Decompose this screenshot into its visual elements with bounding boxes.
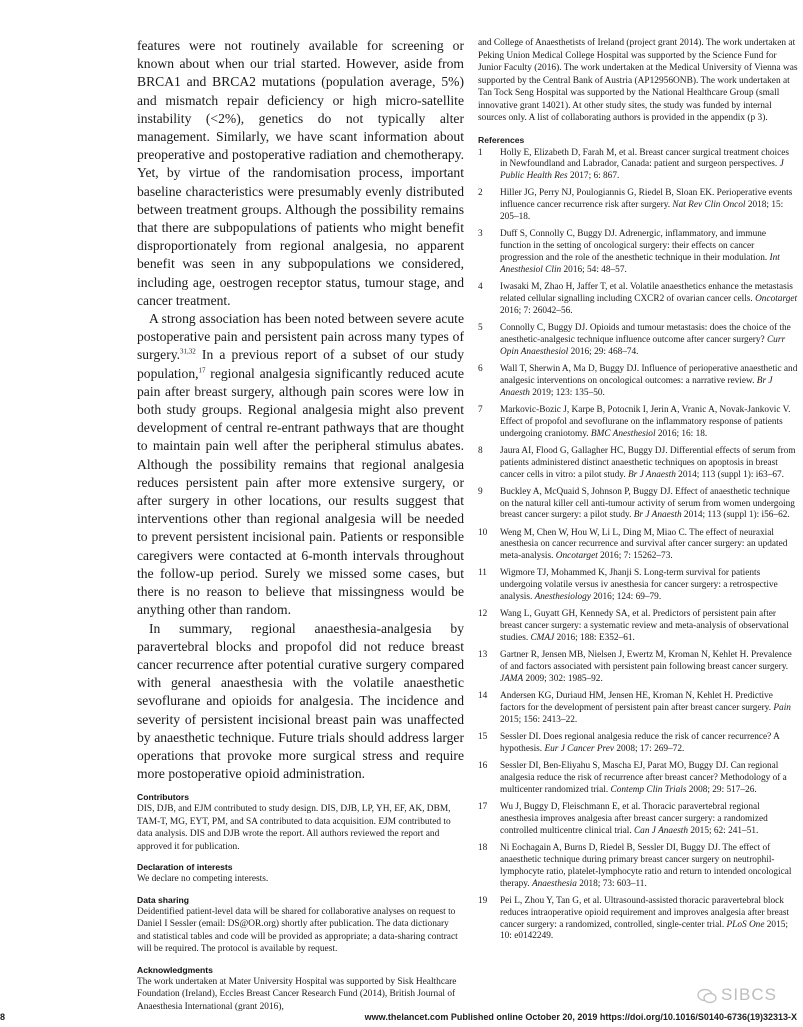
reference-citation: 2018; 73: 603–11. [576,878,647,889]
reference-item [478,528,798,564]
reference-body: Sessler DI. Does regional analgesia reduce the risk of cancer recurrence? A hypothesis. [500,732,780,754]
reference-item [478,650,798,686]
reference-journal: Oncotarget [555,551,598,562]
reference-citation: 2016; 29: 468–74. [568,346,639,357]
reference-item [478,148,798,184]
reference-journal: Curr Opin Anaesthesiol [500,334,786,357]
references-heading: References [478,134,525,145]
body-paragraph-2 [137,310,464,619]
right-column [478,37,798,949]
reference-number: 11 [478,568,487,579]
reference-citation: 2015; 62: 241–51. [688,825,759,836]
reference-citation: 2018; 15: 205–18. [500,200,784,223]
reference-body: Markovic-Bozic J, Karpe B, Potocnik I, Jerin A, Vranic A, Novak-Jankovic V. Effect of propofol and sevoflurane on the inflammatory response of patients undergoing craniotomy. [500,404,791,439]
reference-body: Connolly C, Buggy DJ. Opioids and tumour metastasis: does the choice of the anesthetic-analgesic technique influence outcome after cancer surgery? [500,323,791,345]
reference-number: 1 [478,147,483,158]
reference-citation: 2015; 156: 2413–22. [500,715,578,725]
reference-citation: 2008; 17: 269–72. [614,744,685,754]
reference-item [478,229,798,277]
reference-item [478,761,798,797]
reference-journal: JAMA [500,674,524,685]
reference-item [478,802,798,838]
reference-number: 13 [478,650,488,661]
body-paragraph-1: features were not routinely available for screening or known about when our trial started. However, aside from BRCA1 and BRCA2 mutations (population average, 5%) and mismatch repair deficiency or high micro-satellite instability (<2%), genetics do not typically alter management. Similarly, we have scant information about preoperative and postoperative radiation and chemotherapy. Yet, by virtue of the randomisation process, important baseline characteristics were presumably evenly distributed between treatment groups. Although the possibility remains that there are subpopulations of patients who might benefit disproportionately from regional analgesia, no apparent benefit was seen in any subpopulations we considered, including age, oestrogen receptor status, tumour stage, and cancer treatment. [137,38,464,308]
reference-journal: Eur J Cancer Prev [544,744,615,754]
reference-journal: CMAJ [530,633,555,644]
reference-body: Ni Eochagain A, Burns D, Riedel B, Sessler DI, Buggy DJ. The effect of anaesthetic technique during primary breast cancer surgery on neutrophil-lymphocyte ratio, platelet-lymphocyte ratio and return to intended oncological therapy. [500,842,792,889]
reference-citation: 2014; 113 (suppl 1): i63–67. [675,469,784,480]
reference-number: 8 [478,445,483,456]
reference-text [500,732,798,756]
reference-number: 5 [478,323,483,334]
watermark [697,985,777,1005]
reference-number: 3 [478,229,483,240]
reference-number: 12 [478,609,488,620]
reference-journal: Br J Anaesth [627,469,676,480]
reference-body: Buckley A, McQuaid S, Johnson P, Buggy DJ. Effect of anaesthetic technique on the natural killer cell anti-tumour activity of serum from women undergoing breast cancer surgery: a pilot study. [500,486,795,521]
reference-number: 4 [478,282,483,293]
reference-body: Wigmore TJ, Mohammed K, Jhanji S. Long-term survival for patients undergoing volatile versus iv anesthesia for cancer surgery: a retrospective analysis. [500,568,778,603]
reference-text [500,528,798,564]
reference-text [500,650,798,686]
reference-number: 18 [478,842,488,853]
reference-journal: Anesthesiology [534,592,591,603]
reference-journal: Br J Anaesth [500,375,773,398]
reference-text [500,691,798,727]
reference-item [478,446,798,482]
reference-body: Iwasaki M, Zhao H, Jaffer T, et al. Volatile anaesthetics enhance the metastasis related cellular signalling including CXCR2 of ovarian cancer cells. [500,282,793,305]
reference-number: 15 [478,732,488,743]
reference-body: Gartner R, Jensen MB, Nielsen J, Ewertz M, Kroman N, Kehlet H. Prevalence of and factors associated with persistent pain following breast cancer surgery. [500,650,792,673]
acknowledgments-continued: and College of Anaesthetists of Ireland (project grant 2014). The work undertaken at Peking Union Medical College Hospital was supported by the Science Fund for Junior Faculty (2016). The work undertaken at the Medical University of Vienna was supported by the Central Bank of Austria (AP12956ONB). The work undertaken at Tan Tock Seng Hospital was supported by the National Healthcare Group (small innovative grant 14021). At other study sites, the study was funded by internal sources only. A list of collaborating authors is provided in the appendix (p 3). [478,38,798,123]
reference-text [500,229,798,277]
reference-text [500,364,798,400]
reference-text [500,761,798,797]
reference-citation: 2016; 54: 48–57. [561,265,627,276]
reference-body: Holly E, Elizabeth D, Farah M, et al. Breast cancer surgical treatment choices in Newfoundland and Labrador, Canada: patient and surgeon perspectives. [500,147,789,170]
reference-journal: Int Anesthesiol Clin [500,253,780,276]
para2-text-b: In a previous report of a subset of our study population, [137,347,464,381]
reference-text [500,487,798,523]
reference-citation: 2017; 6: 867. [567,171,620,182]
reference-journal: Br J Anaesth [633,510,682,521]
reference-journal: Anaesthesia [531,878,577,889]
reference-item [478,568,798,604]
reference-journal: Oncotarget [755,294,798,305]
reference-citation: 2016; 7: 15262–73. [597,551,673,562]
reference-number: 9 [478,486,483,497]
reference-number: 14 [478,691,488,702]
reference-number: 19 [478,895,488,906]
reference-body: Wang L, Guyatt GH, Kennedy SA, et al. Predictors of persistent pain after breast cancer surgery: a systematic review and meta-analysis of observational studies. [500,609,789,644]
reference-number: 16 [478,761,488,772]
reference-number: 7 [478,404,483,415]
reference-citation: 2015; 10: e0142249. [500,919,788,942]
reference-citation: 2014; 113 (suppl 1): i56–62. [681,510,790,521]
reference-text [500,896,798,944]
reference-item [478,843,798,891]
reference-item [478,487,798,523]
reference-number: 6 [478,363,483,374]
reference-item [478,323,798,359]
acknowledgments-heading: Acknowledgments [137,964,213,975]
reference-journal: Nat Rev Clin Oncol [672,200,746,211]
reference-item [478,282,798,318]
reference-item [478,364,798,400]
reference-citation: 2016; 124: 69–79. [590,592,662,603]
reference-text [500,568,798,604]
reference-item [478,896,798,944]
reference-body: Sessler DI, Ben-Eliyahu S, Mascha EJ, Parat MO, Buggy DJ. Can regional analgesia reduce the risk of recurrence after breast cancer? Methodology of a multicenter randomized trial. [500,761,787,795]
reference-body: Wall T, Sherwin A, Ma D, Buggy DJ. Influence of perioperative anaesthetic and analgesic interventions on oncological outcomes: a narrative review. [500,363,798,386]
reference-journal: PLoS One [726,919,765,930]
page-number: 8 [0,1012,6,1022]
contributors-text: DIS, DJB, and EJM contributed to study design. DIS, DJB, LP, YH, EF, AK, DBM, TAM-T, MG, EYT, PM, and SA contributed to data acquisition. EJM contributed to data analysis. DIS and DJB wrote the report. All authors reviewed the report and approved it for publication. [137,804,451,852]
reference-body: Wu J, Buggy D, Fleischmann E, et al. Thoracic paravertebral regional anesthesia improves analgesia after breast cancer surgery: a randomized controlled multicentre clinical trial. [500,802,768,836]
contributors-heading: Contributors [137,792,190,803]
reference-item [478,691,798,727]
reference-body: Jaura AI, Flood G, Gallagher HC, Buggy DJ. Differential effects of serum from patients administered distinct anaesthetic techniques on apoptosis in breast cancer cells in vitro: a pilot study. [500,445,796,480]
reference-text [500,148,798,184]
reference-text [500,323,798,359]
reference-body: Hiller JG, Perry NJ, Poulogiannis G, Riedel B, Sloan EK. Perioperative events influence cancer recurrence risk after surgery. [500,188,793,211]
reference-item [478,405,798,441]
reference-item [478,609,798,645]
reference-body: Duff S, Connolly C, Buggy DJ. Adrenergic, inflammatory, and immune function in the setting of oncological surgery: their effects on cancer progression and the role of the anesthetic technique in their modulation. [500,229,768,264]
reference-number: 2 [478,188,483,199]
reference-text [500,188,798,224]
reference-journal: Contemp Clin Trials [610,784,687,795]
reference-citation: 2019; 123: 135–50. [529,387,605,398]
watermark-text: SIBCS [721,985,778,1004]
page-footer [0,1010,803,1027]
reference-text [500,405,798,441]
left-column [137,37,464,1013]
citation-superscript: 17 [198,366,206,375]
reference-text [500,282,798,318]
para2-text-a: A strong association has been noted between severe acute postoperative pain and persistent pain across many types of surgery. [137,311,464,363]
reference-body: Andersen KG, Duriaud HM, Jensen HE, Kroman N, Kehlet H. Predictive factors for the development of persistent pain after breast cancer surgery. [500,691,773,714]
reference-citation: 2016; 16: 18. [655,428,708,439]
declaration-text: We declare no competing interests. [137,874,269,885]
reference-text [500,802,798,838]
reference-citation: 2016; 7: 26042–56. [500,305,573,316]
reference-number: 10 [478,527,488,538]
reference-text [500,609,798,645]
reference-citation: 2008; 29: 517–26. [686,784,757,795]
reference-journal: J Public Health Res [500,159,784,182]
footer-citation: www.thelancet.com Published online October 20, 2019 https://doi.org/10.1016/S0140-6736(19)32313-X [364,1012,797,1022]
reference-text [500,446,798,482]
reference-item [478,732,798,756]
data-sharing-text: Deidentified patient-level data will be shared for collaborative analyses on request to Daniel I Sessler (email: DS@OR.org) shortly after publication. The data dictionary and statistical tables and code will be provided as appropriate; a data-sharing contract will be required. The protocol is available by request. [137,906,458,955]
reference-list [478,148,798,944]
reference-body: Pei L, Zhou Y, Tan G, et al. Ultrasound-assisted thoracic paravertebral block reduces intraoperative opioid requirement and improves analgesia after breast cancer surgery: a randomized, controlled, single-center trial. [500,895,790,930]
reference-citation: 2009; 302: 1985–92. [523,674,603,685]
declaration-heading: Declaration of interests [137,862,233,873]
reference-body: Weng M, Chen W, Hou W, Li L, Ding M, Miao C. The effect of neuraxial anesthesia on cancer recurrence and survival after cancer surgery: an updated meta-analysis. [500,527,788,562]
reference-journal: BMC Anesthesiol [590,428,656,439]
reference-journal: Can J Anaesth [633,825,689,836]
citation-superscript: 31,32 [180,347,196,356]
reference-number: 17 [478,802,488,812]
reference-text [500,843,798,891]
reference-citation: 2016; 188: E352–61. [554,633,635,644]
wechat-icon [697,988,717,1004]
data-sharing-heading: Data sharing [137,894,190,905]
reference-journal: Pain [773,703,791,714]
acknowledgments-text: The work undertaken at Mater University Hospital was supported by Sisk Healthcare Foundation (Ireland), Eccles Breast Cancer Research Fund (2014), British Journal of Anaesthesia International (grant 2016), [137,976,457,1012]
para2-text-c: regional analgesia significantly reduced acute pain after breast surgery, although pain scores were low in both study groups. Regional analgesia might also prevent development of central re-entrant pathways that are thought to maintain pain well after the peripheral stimulus abates. Although the possibility remains that regional analgesia reduces persistent pain after more extensive surgery, or after surgery in other locations, our results suggest that interventions other than regional analgesia will be needed to prevent persistent incisional pain. Patients or responsible caregivers were contacted at 6-month intervals throughout the follow-up period. Surely we missed some cases, but there is no reason to believe that missingness would be anything other than random. [137,365,464,618]
reference-item [478,188,798,224]
body-paragraph-3: In summary, regional anaesthesia-analgesia by paravertebral blocks and propofol did not reduce breast cancer recurrence after potential curative surgery compared with general anaesthesia with the volatile anaesthetic sevoflurane and opioids for analgesia. The incidence and severity of persistent incisional breast pain was unaffected by anaesthetic technique. Future trials should address larger operations that provoke more surgical stress and require more postoperative opioid administration. [137,620,464,782]
